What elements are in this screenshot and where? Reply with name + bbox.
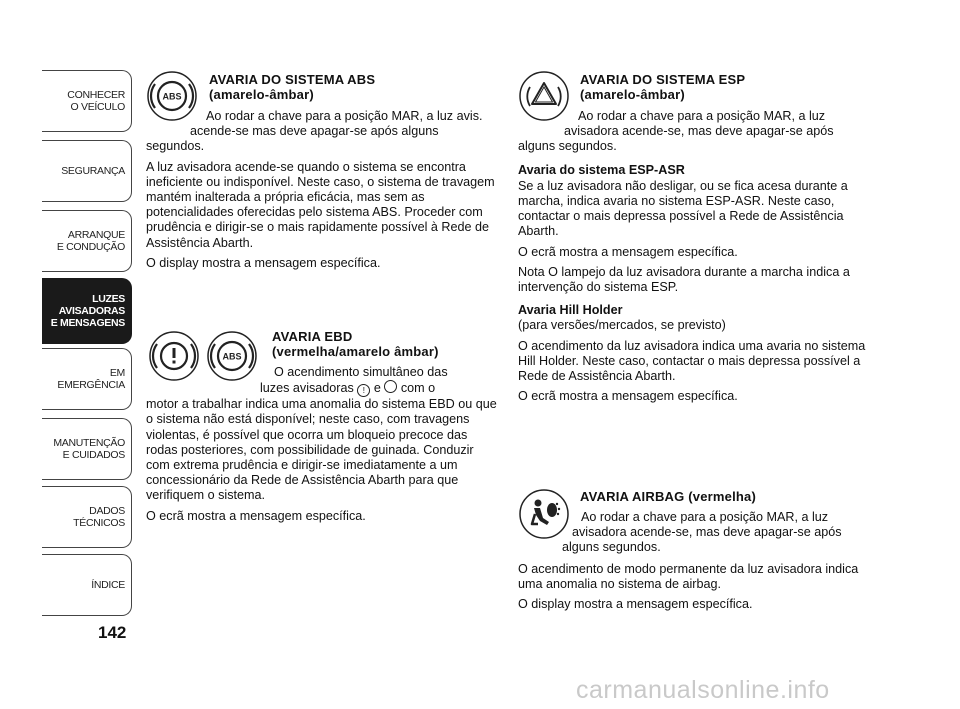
abs-text-line: Ao rodar a chave para a posição MAR, a luz avis.	[206, 109, 483, 123]
tab-seguranca[interactable]	[42, 140, 132, 202]
abs-icon-text: ABS	[222, 351, 242, 362]
abs-text-line: acende-se mas deve apagar-se após alguns	[190, 124, 439, 139]
esp-text-line: avisadora acende-se, mas deve apagar-se após	[564, 124, 834, 139]
watermark: carmanualsonline.info	[576, 676, 830, 704]
airbag-title: AVARIA AIRBAG (vermelha)	[580, 489, 756, 504]
ebd-subtitle: (vermelha/amarelo âmbar)	[272, 344, 439, 359]
abs-icon-text: ABS	[162, 91, 182, 102]
tab-label: AVISADORAS	[58, 305, 125, 317]
airbag-paragraph: O acendimento de modo permanente da luz avisadora indica uma anomalia no sistema de airbag.	[518, 561, 859, 591]
ebd-paragraph: O ecrã mostra a mensagem específica.	[146, 508, 366, 523]
brake-inline-icon: !	[357, 384, 370, 397]
hill-holder-heading: Avaria Hill Holder	[518, 303, 623, 318]
ebd-text-fragment: com o	[400, 381, 436, 396]
esp-subtitle: (amarelo-âmbar)	[580, 87, 685, 102]
abs-paragraph: A luz avisadora acende-se quando o sistema se encontra ineficiente ou indisponível. Neste caso, o sistema de travagem mantém inalterada a própria eficácia, mas sem as potencialidades oferecidas pelo sistema ABS. Proceder com prudência e dirigir-se o mais rapidamente possível à Rede de Assistência Abarth.	[146, 159, 495, 250]
page-number: 142	[98, 623, 127, 642]
tab-label: DADOS	[89, 505, 125, 517]
tab-label: O VEÍCULO	[70, 101, 125, 113]
esp-text-line: alguns segundos.	[518, 139, 617, 154]
abs-section	[146, 72, 498, 276]
tab-conhecer-o-veiculo[interactable]	[42, 70, 132, 132]
tab-label: LUZES	[92, 293, 125, 305]
ebd-text-line	[260, 380, 498, 397]
esp-text-line: Ao rodar a chave para a posição MAR, a luz	[578, 109, 826, 123]
ebd-title: AVARIA EBD	[272, 329, 353, 344]
ebd-text-fragment: luzes avisadoras	[260, 381, 354, 396]
abs-title: AVARIA DO SISTEMA ABS	[209, 72, 376, 87]
ebd-paragraph: motor a trabalhar indica uma anomalia do sistema EBD ou que o sistema não está disponível; neste caso, com travagens violentas, é possível que ocorra um bloqueio precoce das rodas posteriores, com possibilidade de guinada. Conduzir com extrema prudência e dirigir-se imediatamente a um concessionário da Rede de Assistência Abarth para que verifiquem o sistema.	[146, 397, 497, 503]
airbag-text-line: Ao rodar a chave para a posição MAR, a luz	[581, 510, 829, 524]
hill-holder-subtitle: (para versões/mercados, se previsto)	[518, 318, 726, 333]
airbag-text-line: avisadora acende-se, mas deve apagar-se após	[572, 525, 842, 540]
ebd-text-fragment: e	[373, 381, 381, 396]
esp-title: AVARIA DO SISTEMA ESP	[580, 72, 746, 87]
tab-dados-tecnicos[interactable]	[42, 486, 132, 548]
tab-luzes-avisadoras[interactable]	[42, 278, 132, 344]
asr-paragraph: Nota O lampejo da luz avisadora durante a marcha indica a intervenção do sistema ESP.	[518, 264, 850, 295]
tab-label: MANUTENÇÃO	[53, 437, 125, 449]
tab-indice[interactable]	[42, 554, 132, 616]
tab-arranque-e-conducao[interactable]	[42, 210, 132, 272]
ebd-text-line: O acendimento simultâneo das	[274, 365, 448, 379]
abs-inline-icon	[384, 380, 397, 393]
hill-holder-paragraph: O acendimento da luz avisadora indica uma avaria no sistema Hill Holder. Neste caso, contactar o mais depressa possível a Rede de Assistência Abarth.	[518, 338, 866, 384]
tab-label: E CUIDADOS	[62, 449, 125, 461]
tab-label: ARRANQUE	[67, 229, 125, 241]
abs-subtitle: (amarelo-âmbar)	[209, 87, 314, 102]
tab-label: EM EMERGÊNCIA	[57, 367, 125, 391]
abs-paragraph: O display mostra a mensagem específica.	[146, 255, 381, 270]
tab-label: SEGURANÇA	[61, 165, 125, 177]
asr-paragraph: O ecrã mostra a mensagem específica.	[518, 244, 738, 259]
tab-label: CONHECER	[67, 89, 125, 101]
airbag-section	[518, 489, 870, 617]
asr-heading: Avaria do sistema ESP-ASR	[518, 162, 685, 177]
esp-section	[518, 72, 870, 409]
tab-label: E MENSAGENS	[50, 317, 125, 329]
tab-label: E CONDUÇÃO	[56, 241, 125, 253]
airbag-paragraph: O display mostra a mensagem específica.	[518, 597, 753, 612]
ebd-section	[146, 329, 498, 529]
airbag-text-line: alguns segundos.	[562, 540, 661, 555]
abs-text-line: segundos.	[146, 139, 205, 154]
hill-holder-paragraph: O ecrã mostra a mensagem específica.	[518, 389, 738, 404]
tab-em-emergencia[interactable]	[42, 348, 132, 410]
asr-paragraph: Se a luz avisadora não desligar, ou se fica acesa durante a marcha, indica avaria no sistema ESP-ASR. Neste caso, contactar o mais depressa possível a Rede de Assistência Abarth.	[518, 178, 848, 239]
tab-manutencao-e-cuidados[interactable]	[42, 418, 132, 480]
tab-label: TÉCNICOS	[73, 517, 125, 529]
tab-label: ÍNDICE	[91, 579, 125, 591]
